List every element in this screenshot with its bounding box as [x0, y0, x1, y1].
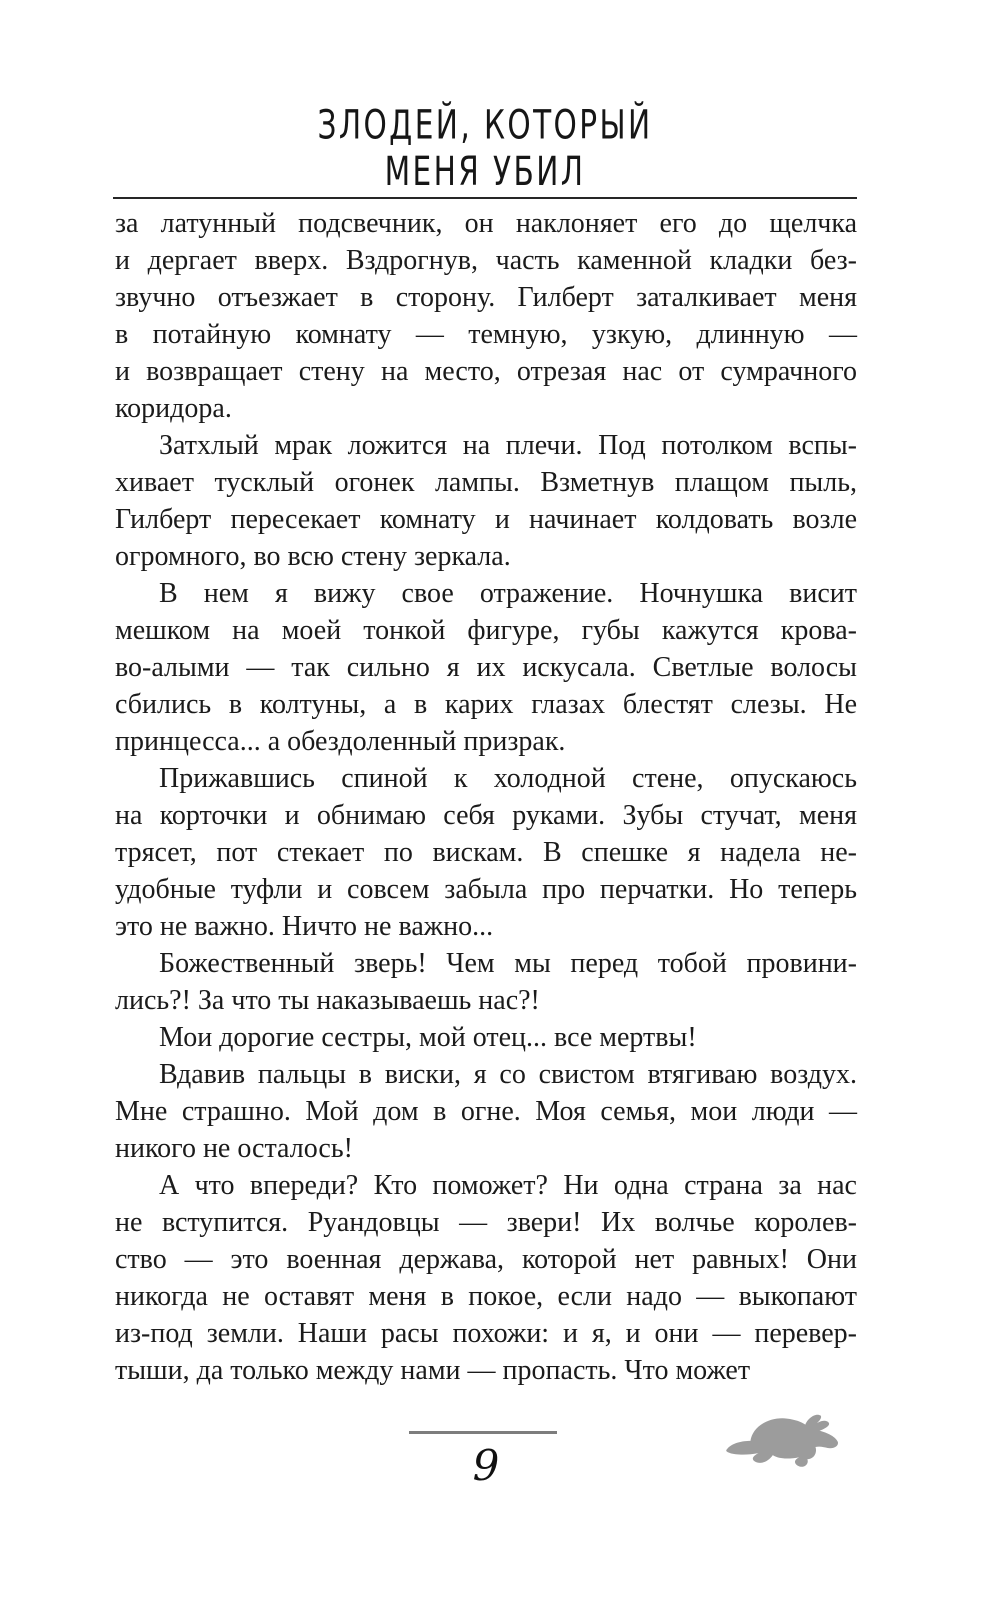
text-line: Мои дорогие сестры, мой отец... все мертвы!	[159, 1022, 697, 1053]
text-line: за латунный подсвечник, он наклоняет его до щелчка	[115, 208, 857, 239]
paragraph	[115, 427, 857, 575]
text-line: Гилберт пересекает комнату и начинает колдовать возле	[115, 504, 857, 535]
text-line: хивает тусклый огонек лампы. Взметнув плащом пыль,	[115, 467, 857, 498]
header-rule-divider	[113, 197, 857, 199]
text-line: это не важно. Ничто не важно...	[115, 911, 494, 942]
book-title-line2: МЕНЯ УБИЛ	[384, 148, 586, 195]
text-line: Прижавшись спиной к холодной стене, опускаюсь	[159, 763, 857, 794]
text-line: ство — это военная держава, которой нет равных! Они	[115, 1244, 857, 1275]
text-line: принцесса... а обездоленный призрак.	[115, 726, 566, 757]
text-line: сбились в колтуны, а в карих глазах блестят слезы. Не	[115, 689, 857, 720]
page-number: 9	[472, 1441, 500, 1490]
paragraph	[115, 1167, 857, 1389]
paragraph	[115, 575, 857, 760]
page-body-text	[115, 205, 857, 1389]
text-line: в потайную комнату — темную, узкую, длинную —	[115, 319, 857, 350]
text-line: В нем я вижу свое отражение. Ночнушка висит	[159, 578, 857, 609]
text-line: не вступится. Руандовцы — звери! Их волчье королев-	[115, 1207, 857, 1238]
text-line: из-под земли. Наши расы похожи: и я, и они — перевер-	[115, 1318, 857, 1349]
text-line: тыши, да только между нами — пропасть. Что может	[115, 1355, 751, 1386]
text-line: во-алыми — так сильно я их искусала. Светлые волосы	[115, 652, 857, 683]
text-line: и возвращает стену на место, отрезая нас от сумрачного	[115, 356, 857, 387]
text-line: А что впереди? Кто поможет? Ни одна страна за нас	[159, 1170, 857, 1201]
text-line: удобные туфли и совсем забыла про перчатки. Но теперь	[115, 874, 857, 905]
paragraph	[115, 205, 857, 427]
paragraph	[115, 945, 857, 1019]
text-line: на корточки и обнимаю себя руками. Зубы стучат, меня	[115, 800, 857, 831]
text-line: огромного, во всю стену зеркала.	[115, 541, 511, 572]
text-line: никогда не оставят меня в покое, если надо — выкопают	[115, 1281, 857, 1312]
running-rabbit-icon	[724, 1412, 846, 1478]
book-title-line1: ЗЛОДЕЙ, КОТОРЫЙ	[317, 102, 653, 149]
book-title	[187, 102, 782, 195]
text-line: трясет, пот стекает по вискам. В спешке я надела не-	[115, 837, 857, 868]
text-line: коридора.	[115, 393, 232, 424]
text-line: Божественный зверь! Чем мы перед тобой провини-	[159, 948, 857, 979]
text-line: лись?! За что ты наказываешь нас?!	[115, 985, 540, 1016]
footer-divider	[409, 1431, 557, 1434]
text-line: мешком на моей тонкой фигуре, губы кажутся крова-	[115, 615, 857, 646]
paragraph	[115, 1019, 857, 1056]
paragraph	[115, 1056, 857, 1167]
text-line: Вдавив пальцы в виски, я со свистом втягиваю воздух.	[159, 1059, 857, 1090]
paragraph	[115, 760, 857, 945]
chapter-header	[113, 102, 857, 199]
text-line: звучно отъезжает в сторону. Гилберт заталкивает меня	[115, 282, 857, 313]
text-line: Мне страшно. Мой дом в огне. Моя семья, мои люди —	[115, 1096, 857, 1127]
text-line: Затхлый мрак ложится на плечи. Под потолком вспы-	[159, 430, 857, 461]
text-line: никого не осталось!	[115, 1133, 353, 1164]
text-line: и дергает вверх. Вздрогнув, часть каменной кладки без-	[115, 245, 857, 276]
